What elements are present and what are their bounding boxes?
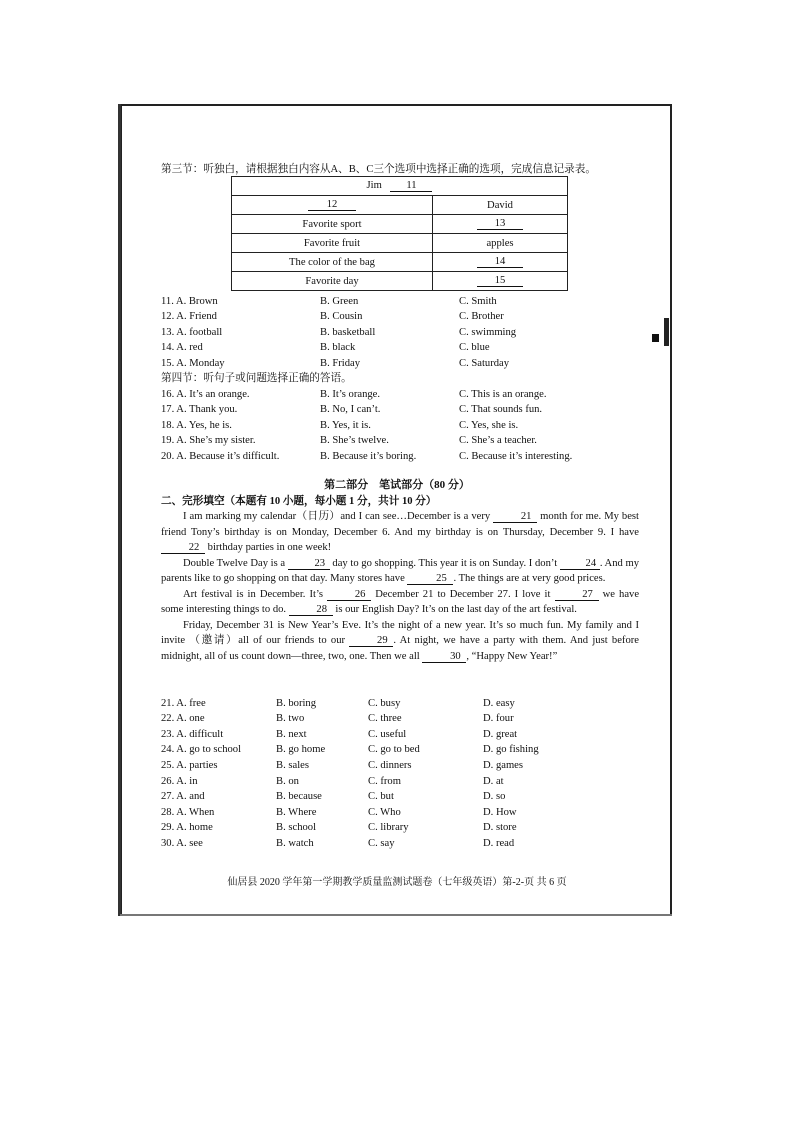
option-13a: 13. A. football [161, 327, 223, 338]
option-23c: C. useful [368, 729, 407, 740]
option-21b: B. boring [276, 698, 317, 709]
paragraph-2 [161, 556, 639, 587]
blank-26: 26 [327, 589, 371, 601]
option-17a: 17. A. Thank you. [161, 404, 238, 415]
option-15b: B. Friday [320, 358, 361, 369]
p1-text-1: I am marking my calendar（日历）and I can see…December is a very [183, 511, 491, 522]
option-24b: B. go home [276, 744, 326, 755]
option-12a: 12. A. Friend [161, 311, 217, 322]
option-26d: D. at [483, 776, 504, 787]
page-footer: 仙居县 2020 学年第一学期教学质量监测试题卷（七年级英语）第-2-页 共 6 页 [227, 877, 567, 888]
p2-text-2: day to go shopping. This year it is on Sunday. I don’t [332, 557, 558, 569]
option-29a: 29. A. home [161, 822, 213, 833]
blank-15: 15 [477, 275, 523, 287]
option-14c: C. blue [459, 342, 490, 353]
table-cell [433, 272, 568, 291]
option-23a: 23. A. difficult [161, 729, 224, 740]
table-cell [433, 253, 568, 272]
p2-text-4: . The things are at very good prices. [453, 573, 606, 584]
table-cell: apples [433, 234, 568, 253]
blank-27: 27 [555, 589, 599, 601]
option-29d: D. store [483, 822, 517, 833]
blank-21: 21 [493, 511, 537, 523]
table-cell: Favorite day [232, 272, 433, 291]
option-22b: B. two [276, 713, 305, 724]
table-cell [433, 215, 568, 234]
option-27a: 27. A. and [161, 791, 205, 802]
jim-label: Jim [366, 180, 382, 191]
page-bottom-edge [120, 914, 672, 916]
blank-12: 12 [308, 199, 356, 211]
option-11a: 11. A. Brown [161, 296, 218, 307]
blank-22: 22 [161, 542, 205, 554]
p3-text-4: is our English Day? It’s on the last day of the art festival. [335, 604, 577, 615]
option-22d: D. four [483, 713, 514, 724]
option-24a: 24. A. go to school [161, 744, 242, 755]
option-12c: C. Brother [459, 311, 504, 322]
blank-30: 30 [422, 651, 466, 663]
option-21a: 21. A. free [161, 698, 206, 709]
option-27d: D. so [483, 791, 506, 802]
option-19b: B. She’s twelve. [320, 435, 389, 446]
option-13c: C. swimming [459, 327, 517, 338]
option-20b: B. Because it’s boring. [320, 451, 417, 462]
blank-28: 28 [289, 604, 333, 616]
option-27b: B. because [276, 791, 322, 802]
option-28d: D. How [483, 807, 517, 818]
blank-25: 25 [407, 573, 453, 585]
paragraph-3 [161, 587, 639, 618]
p4-text-3: , “Happy New Year!” [466, 650, 558, 662]
option-19a: 19. A. She’s my sister. [161, 435, 256, 446]
table-row-jim [232, 177, 568, 196]
cloze-heading: 二、完形填空（本题有 10 小题，每小题 1 分，共计 10 分） [161, 496, 437, 507]
blank-23: 23 [288, 558, 330, 570]
option-15c: C. Saturday [459, 358, 510, 369]
option-16a: 16. A. It’s an orange. [161, 389, 250, 400]
table-cell: Favorite fruit [232, 234, 433, 253]
option-14b: B. black [320, 342, 356, 353]
option-16b: B. It’s orange. [320, 389, 381, 400]
section4-heading: 第四节：听句子或问题选择正确的答语。 [161, 373, 352, 384]
option-20c: C. Because it’s interesting. [459, 451, 573, 462]
option-23d: D. great [483, 729, 518, 740]
option-25b: B. sales [276, 760, 309, 771]
option-28a: 28. A. When [161, 807, 215, 818]
table-cell: David [433, 196, 568, 215]
option-24c: C. go to bed [368, 744, 420, 755]
section3-heading: 第三节：听独白，请根据独白内容从A、B、C三个选项中选择正确的选项，完成信息记录表。 [161, 164, 596, 175]
option-30a: 30. A. see [161, 838, 203, 849]
option-21c: C. busy [368, 698, 401, 709]
option-18b: B. Yes, it is. [320, 420, 371, 431]
p4-text-1: Friday, December 31 is New Year’s Eve. It’s the night of a new year. It’s so much fun. My family and I invite （邀请）all of our friends to our [161, 619, 639, 646]
option-29c: C. library [368, 822, 409, 833]
option-26c: C. from [368, 776, 401, 787]
blank-14: 14 [477, 256, 523, 268]
paragraph-4 [161, 618, 639, 665]
blank-29: 29 [349, 635, 393, 647]
p3-text-3: we have some interesting things to do. [161, 588, 640, 615]
option-24d: D. go fishing [483, 744, 539, 755]
option-11c: C. Smith [459, 296, 497, 307]
info-table [231, 176, 568, 291]
p3-text-2: December 21 to December 27. I love it [375, 588, 551, 600]
option-22c: C. three [368, 713, 402, 724]
p1-text-2: month for me. My best friend Tony’s birthday is on Monday, December 6. And my birthday is on Thursday, December 9. I have [161, 511, 639, 538]
option-25c: C. dinners [368, 760, 412, 771]
table-cell: The color of the bag [232, 253, 433, 272]
scan-mark-small [652, 334, 659, 342]
p3-text-1: Art festival is in December. It’s [183, 588, 324, 600]
option-15a: 15. A. Monday [161, 358, 225, 369]
option-30d: D. read [483, 838, 515, 849]
part2-title: 第二部分 笔试部分（80 分） [324, 479, 470, 491]
option-28b: B. Where [276, 807, 317, 818]
option-28c: C. Who [368, 807, 401, 818]
scan-mark [664, 318, 669, 346]
blank-11: 11 [390, 180, 432, 192]
option-30c: C. say [368, 838, 395, 849]
option-30b: B. watch [276, 838, 314, 849]
option-26b: B. on [276, 776, 299, 787]
blank-24: 24 [560, 558, 600, 570]
option-19c: C. She’s a teacher. [459, 435, 537, 446]
option-18c: C. Yes, she is. [459, 420, 519, 431]
blank-13: 13 [477, 218, 523, 230]
option-12b: B. Cousin [320, 311, 363, 322]
option-25a: 25. A. parties [161, 760, 218, 771]
p1-text-3: birthday parties in one week! [207, 542, 332, 553]
option-27c: C. but [368, 791, 394, 802]
table-cell: Favorite sport [232, 215, 433, 234]
option-21d: D. easy [483, 698, 515, 709]
p2-text-3: . And my parents like to go shopping on that day. Many stores have [161, 557, 639, 584]
option-17c: C. That sounds fun. [459, 404, 543, 415]
option-25d: D. games [483, 760, 524, 771]
option-18a: 18. A. Yes, he is. [161, 420, 232, 431]
option-26a: 26. A. in [161, 776, 198, 787]
p4-text-2: . At night, we have a party with them. And just before midnight, all of us count down—three, two, one. Then we all [161, 635, 639, 662]
option-20a: 20. A. Because it’s difficult. [161, 451, 280, 462]
option-13b: B. basketball [320, 327, 376, 338]
option-17b: B. No, I can’t. [320, 404, 381, 415]
option-16c: C. This is an orange. [459, 389, 547, 400]
cloze-passage [161, 509, 639, 664]
table-cell [232, 196, 433, 215]
p2-text-1: Double Twelve Day is a [183, 557, 286, 569]
option-11b: B. Green [320, 296, 359, 307]
option-29b: B. school [276, 822, 317, 833]
option-14a: 14. A. red [161, 342, 203, 353]
option-22a: 22. A. one [161, 713, 205, 724]
paragraph-1 [161, 509, 639, 556]
option-23b: B. next [276, 729, 307, 740]
page-left-edge [118, 104, 121, 916]
